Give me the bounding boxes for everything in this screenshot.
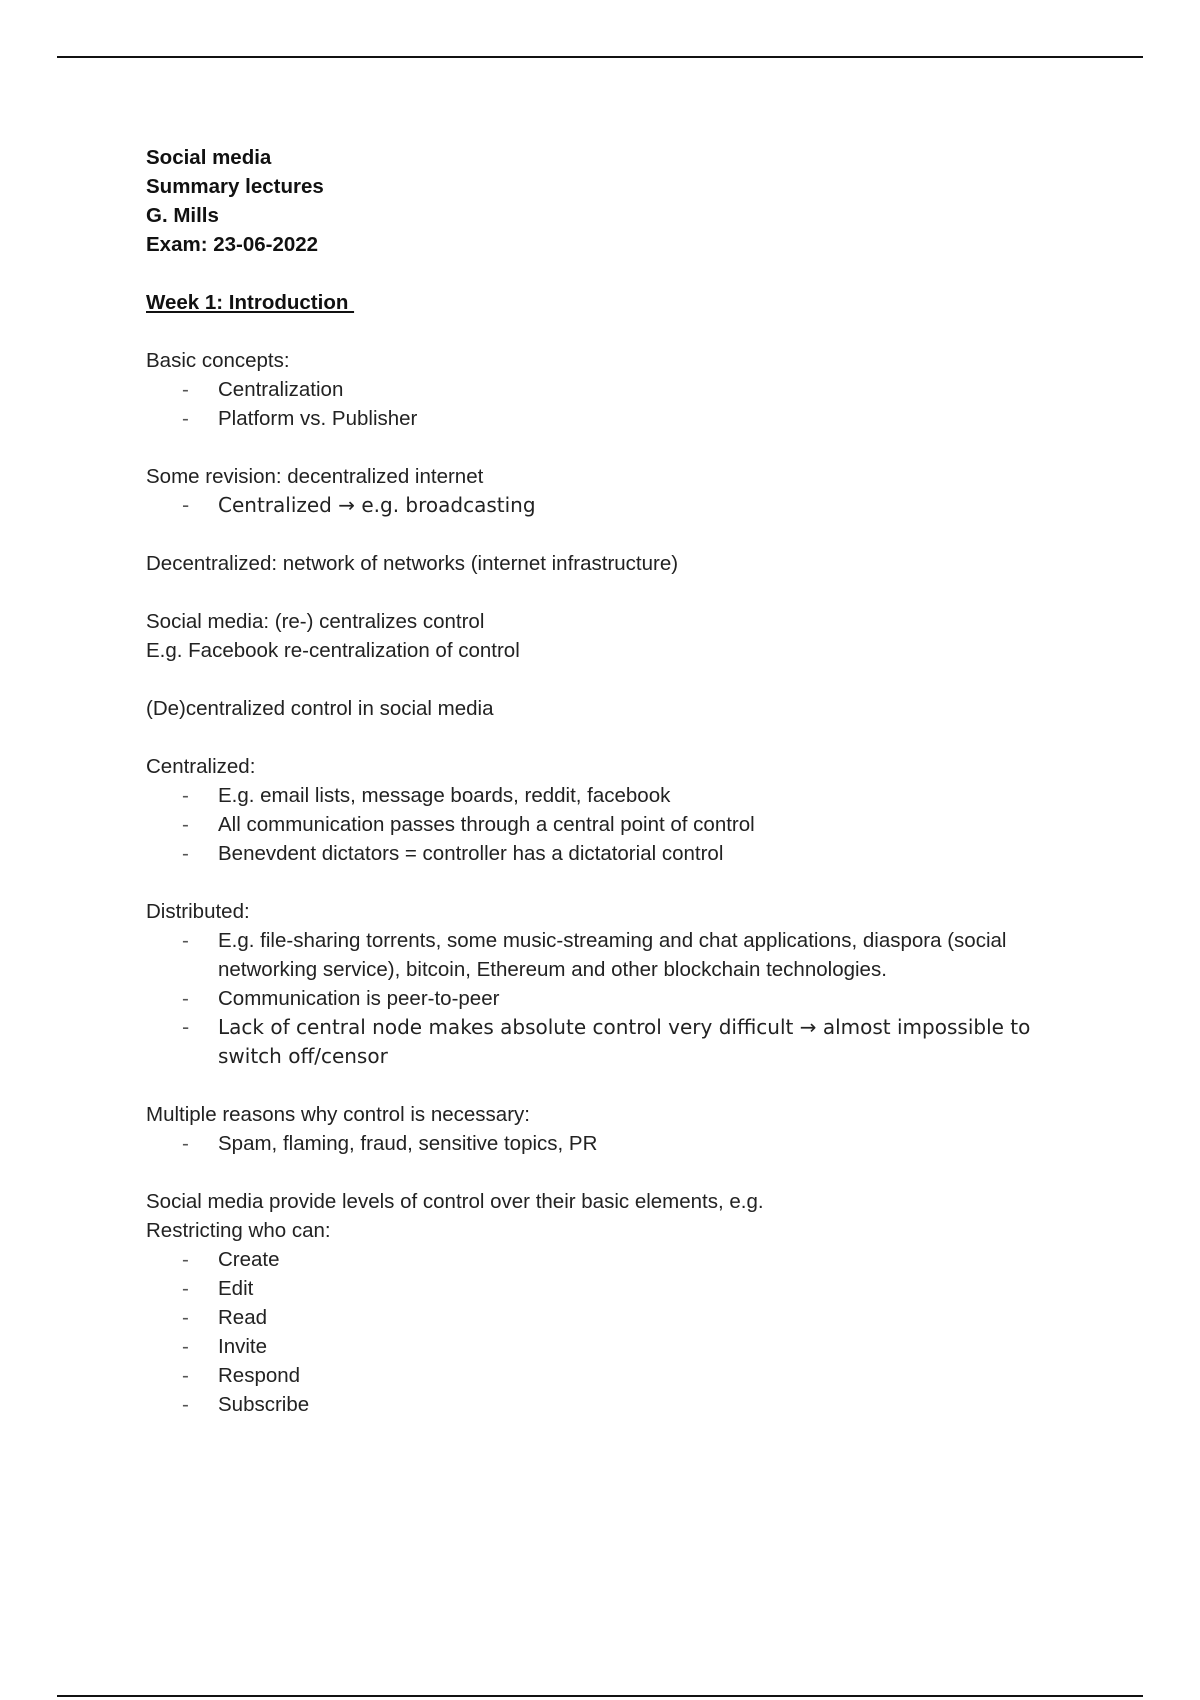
- list-item: - Benevdent dictators = controller has a dictatorial control: [146, 839, 1086, 868]
- bullet-dash: -: [182, 1015, 190, 1039]
- revision-label: Some revision: decentralized internet: [146, 465, 484, 488]
- week-1-heading: Week 1: Introduction: [146, 291, 355, 314]
- bullet-dash: -: [182, 1364, 189, 1387]
- author-name: G. Mills: [146, 204, 219, 227]
- basic-concepts-label: Basic concepts:: [146, 349, 290, 372]
- reasons-label: Multiple reasons why control is necessary:: [146, 1103, 530, 1126]
- bullet-dash: -: [182, 1248, 189, 1271]
- revision-list: [146, 491, 1086, 520]
- restricting-list: [146, 1245, 1086, 1419]
- decentralized-control-text: (De)centralized control in social media: [146, 697, 494, 720]
- list-item: - Read: [146, 1303, 1086, 1332]
- bullet-dash: -: [182, 842, 189, 865]
- top-rule: [57, 56, 1143, 58]
- bullet-dash: -: [182, 1335, 189, 1358]
- distributed-list: [146, 926, 1086, 1071]
- bullet-dash: -: [182, 784, 189, 807]
- document-type: Summary lectures: [146, 175, 324, 198]
- centralized-list: [146, 781, 1086, 868]
- levels-intro-text: Social media provide levels of control over their basic elements, e.g.: [146, 1190, 764, 1213]
- list-item: - Respond: [146, 1361, 1086, 1390]
- centralized-label: Centralized:: [146, 755, 256, 778]
- list-item: - E.g. email lists, message boards, reddit, facebook: [146, 781, 1086, 810]
- distributed-label: Distributed:: [146, 900, 250, 923]
- exam-date: Exam: 23-06-2022: [146, 233, 319, 256]
- list-item: - Spam, flaming, fraud, sensitive topics, PR: [146, 1129, 1086, 1158]
- bullet-dash: -: [182, 378, 189, 401]
- basic-concepts-list: [146, 375, 1086, 433]
- course-title: Social media: [146, 146, 272, 169]
- list-item: - All communication passes through a central point of control: [146, 810, 1086, 839]
- bullet-dash: -: [182, 813, 189, 836]
- list-item: - Platform vs. Publisher: [146, 404, 1086, 433]
- bullet-dash: -: [182, 1277, 189, 1300]
- bottom-rule: [57, 1695, 1143, 1697]
- bullet-dash: -: [182, 1393, 189, 1416]
- bullet-dash: -: [182, 1132, 189, 1155]
- list-item: - Centralized → e.g. broadcasting: [146, 491, 1086, 520]
- list-item: - Subscribe: [146, 1390, 1086, 1419]
- list-item: - Communication is peer-to-peer: [146, 984, 1086, 1013]
- list-item: - Centralization: [146, 375, 1086, 404]
- list-item: - Edit: [146, 1274, 1086, 1303]
- list-item: - Create: [146, 1245, 1086, 1274]
- bullet-dash: -: [182, 407, 189, 430]
- restricting-label: Restricting who can:: [146, 1219, 331, 1242]
- reasons-list: [146, 1129, 1086, 1158]
- list-item: - Lack of central node makes absolute control very difficult → almost impossible to switch off/censor: [182, 1015, 1031, 1068]
- bullet-dash: -: [182, 929, 189, 952]
- list-item: - Invite: [146, 1332, 1086, 1361]
- facebook-example-text: E.g. Facebook re-centralization of control: [146, 639, 520, 662]
- decentralized-text: Decentralized: network of networks (internet infrastructure): [146, 552, 679, 575]
- list-item: - E.g. file-sharing torrents, some music-streaming and chat applications, diaspora (social networking service), bitcoin, Ethereum and other blockchain technologies.: [146, 926, 1086, 984]
- bullet-dash: -: [182, 1306, 189, 1329]
- bullet-dash: -: [182, 987, 189, 1010]
- document-page: [146, 143, 1086, 1419]
- bullet-dash: -: [182, 493, 190, 517]
- social-media-control-text: Social media: (re-) centralizes control: [146, 610, 485, 633]
